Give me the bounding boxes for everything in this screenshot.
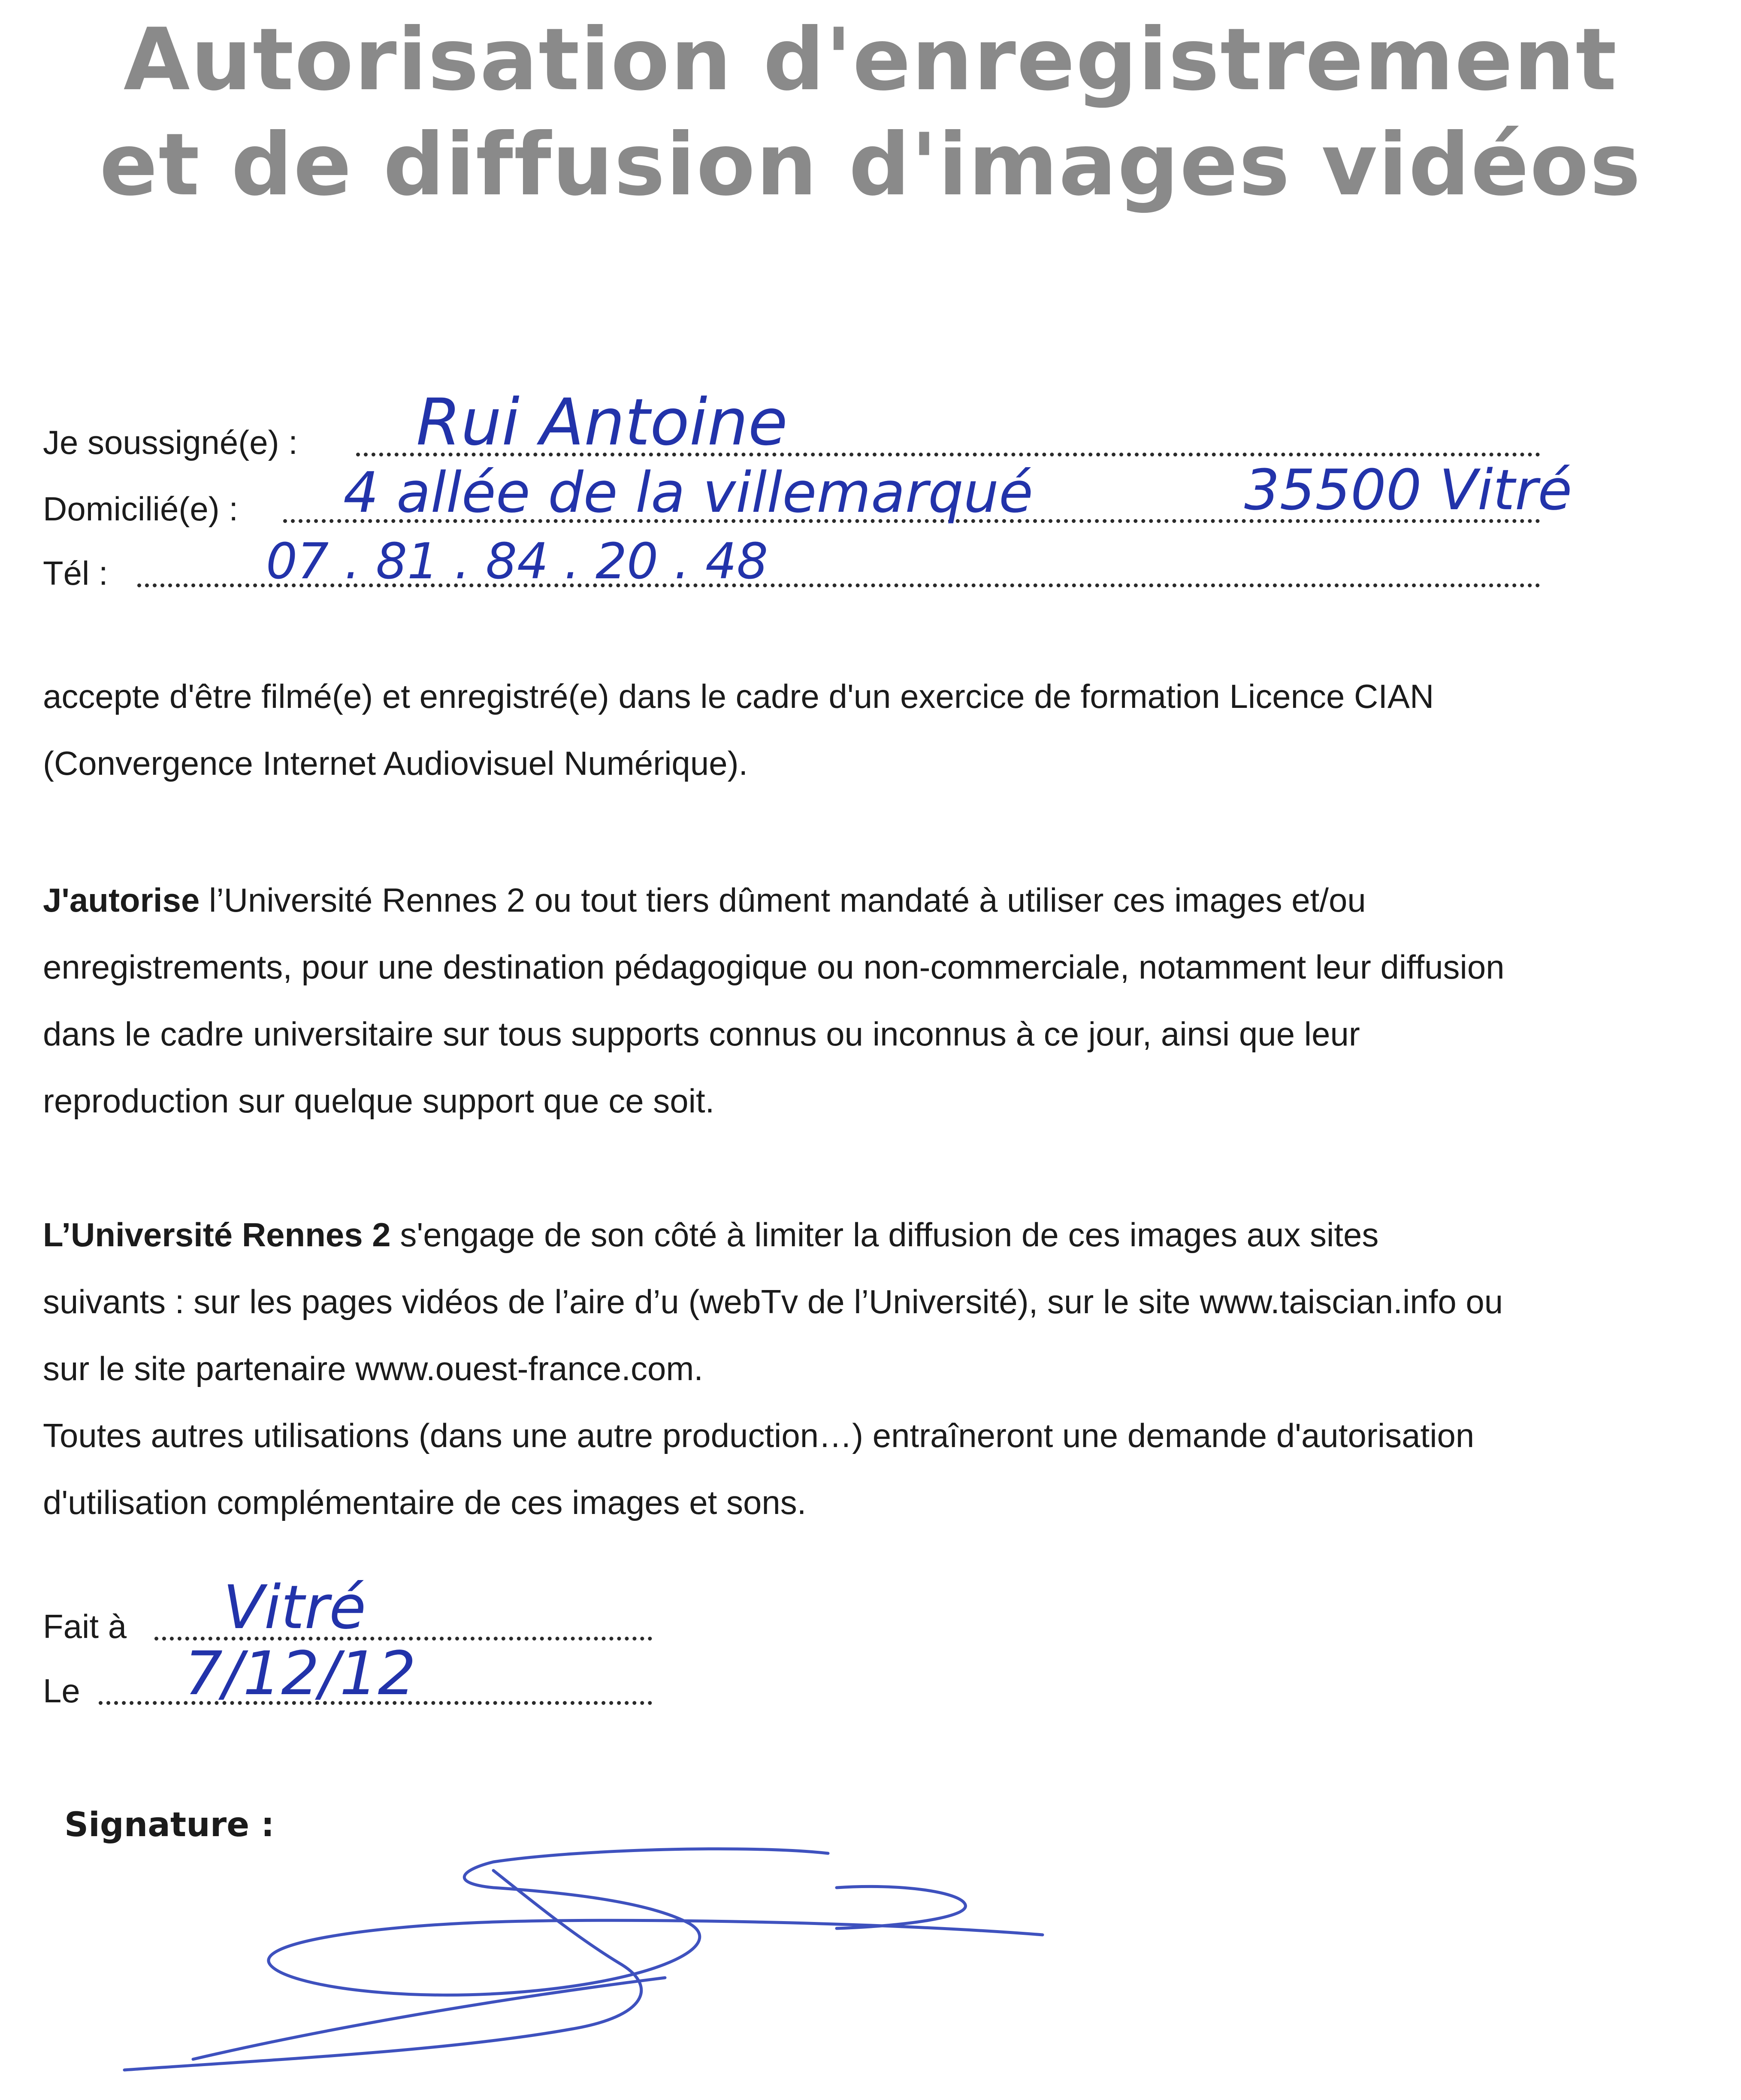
date-field <box>43 1639 686 1710</box>
paragraph-line: sur le site partenaire www.ouest-france.com. <box>43 1350 703 1387</box>
paragraph-line: reproduction sur quelque support que ce soit. <box>43 1082 715 1120</box>
place-label: Fait à <box>43 1607 127 1645</box>
place-handwritten-value: Vitré <box>223 1573 366 1643</box>
name-label: Je soussigné(e) : <box>43 423 298 461</box>
name-handwritten-value: Rui Antoine <box>416 385 788 460</box>
date-label: Le <box>43 1672 80 1710</box>
phone-field <box>43 533 1630 592</box>
paragraph-line: dans le cadre universitaire sur tous supports connus ou inconnus à ce jour, ainsi que leur <box>43 1015 1360 1053</box>
date-handwritten-value: 7/12/12 <box>184 1639 416 1709</box>
address-label: Domicilié(e) : <box>43 490 239 528</box>
paragraph-line: (Convergence Internet Audiovisuel Numérique). <box>43 744 748 782</box>
name-field <box>43 385 1630 461</box>
paragraph-line: d'utilisation complémentaire de ces images et sons. <box>43 1484 807 1521</box>
postal-handwritten-value: 35500 Vitré <box>1244 457 1572 523</box>
authorize-rest: l’Université Rennes 2 ou tout tiers dûment mandaté à utiliser ces images et/ou <box>199 881 1366 919</box>
phone-label: Tél : <box>43 554 108 592</box>
address-handwritten-value: 4 allée de la villemarqué <box>343 460 1034 525</box>
place-field <box>43 1573 686 1645</box>
signature-scribble <box>107 1836 1094 2076</box>
acceptance-paragraph <box>43 663 1716 797</box>
authorization-paragraph <box>43 867 1716 1134</box>
paragraph-line <box>43 867 1716 934</box>
page-title-line-1: Autorisation d'enregistrement <box>123 10 1618 110</box>
authorize-lead: J'autorise <box>43 881 200 919</box>
paragraph-line: accepte d'être filmé(e) et enregistré(e) dans le cadre d'un exercice de formation Licence CIAN <box>43 677 1434 715</box>
paragraph-line: Toutes autres utilisations (dans une autre production…) entraîneront une demande d'autorisation <box>43 1417 1475 1454</box>
phone-handwritten-value: 07 . 81 . 84 . 20 . 48 <box>266 533 768 590</box>
university-rest: s'engage de son côté à limiter la diffusion de ces images aux sites <box>390 1216 1379 1254</box>
paragraph-line: suivants : sur les pages vidéos de l’aire d’u (webTv de l’Université), sur le site www.taiscian.info ou <box>43 1283 1503 1320</box>
university-commitment-paragraph <box>43 1201 1716 1536</box>
university-lead: L’Université Rennes 2 <box>43 1216 391 1254</box>
address-field <box>43 457 1630 528</box>
paragraph-line <box>43 1201 1716 1268</box>
page-title-line-2: et de diffusion d'images vidéos <box>99 115 1642 215</box>
paragraph-line: enregistrements, pour une destination pédagogique ou non-commerciale, notamment leur diffusion <box>43 948 1505 986</box>
signature-label: Signature : <box>64 1806 275 1844</box>
